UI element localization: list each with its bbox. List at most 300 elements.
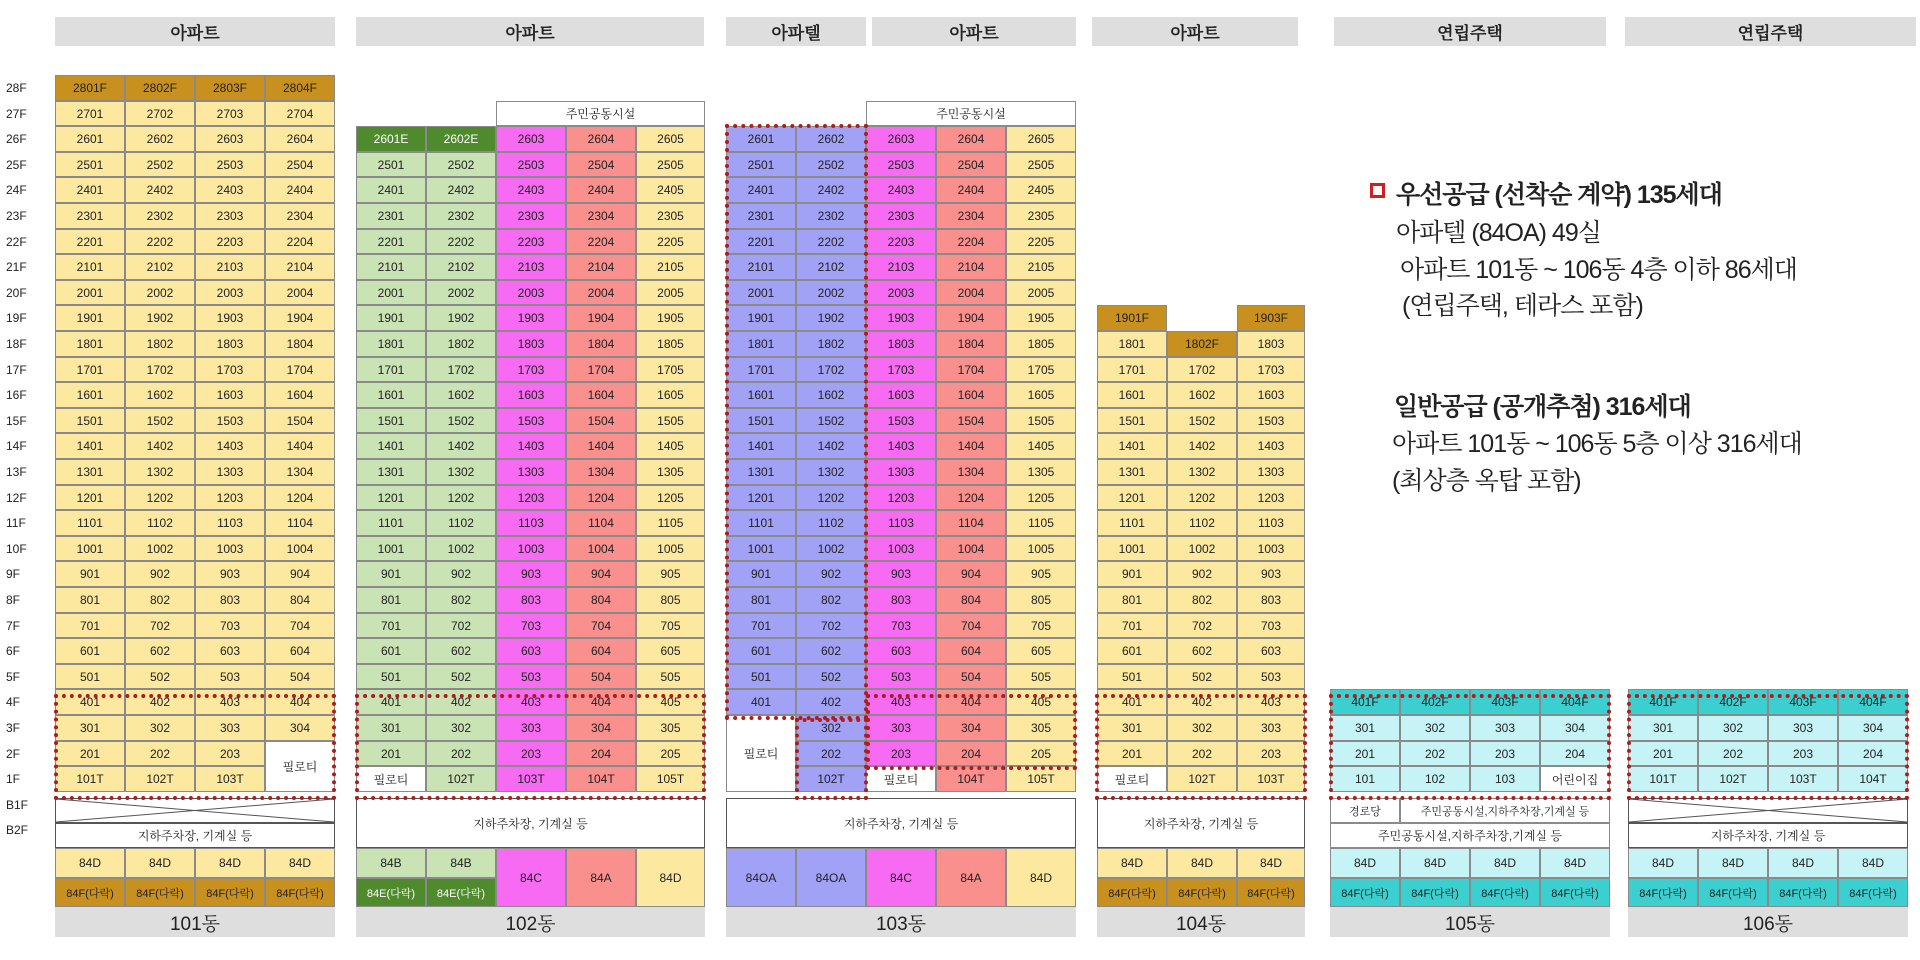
unit-cell: 905 xyxy=(636,561,705,587)
unit-cell: 203 xyxy=(1237,741,1305,766)
unit-cell: 1602 xyxy=(796,382,866,408)
unit-cell: 401 xyxy=(356,689,426,715)
unit-type-cell: 84D xyxy=(1237,848,1305,878)
unit-cell: 205 xyxy=(636,741,705,766)
unit-cell: 401 xyxy=(1097,689,1167,715)
unit-type-cell: 84D xyxy=(1768,848,1838,878)
floor-label: 15F xyxy=(6,413,27,428)
unit-cell: 103T xyxy=(195,766,265,792)
senior-center-cell: 경로당 xyxy=(1330,798,1400,823)
unit-cell: 204 xyxy=(1540,741,1610,766)
floor-label: 27F xyxy=(6,106,27,121)
unit-cell: 703 xyxy=(1237,613,1305,638)
unit-cell: 2302 xyxy=(426,203,496,229)
unit-cell: 1003 xyxy=(866,536,936,561)
piloti-cell: 필로티 xyxy=(866,766,936,792)
unit-cell: 1401 xyxy=(356,433,426,459)
unit-cell: 2504 xyxy=(265,152,335,177)
unit-cell: 903 xyxy=(1237,561,1305,587)
unit-type-cell: 84F(다락) xyxy=(265,878,335,907)
building-102-header: 아파트 xyxy=(356,17,704,46)
unit-type-cell: 84F(다락) xyxy=(1470,878,1540,907)
unit-cell: 1103 xyxy=(866,510,936,536)
unit-cell: 1903F xyxy=(1237,305,1305,331)
unit-cell: 301 xyxy=(356,715,426,741)
unit-cell: 2002 xyxy=(796,280,866,305)
floor-label: 19F xyxy=(6,311,27,325)
unit-cell: 201 xyxy=(1628,741,1698,766)
unit-cell: 103T xyxy=(496,766,566,792)
building-104-footer: 104동 xyxy=(1097,907,1305,937)
unit-cell: 1702 xyxy=(796,357,866,382)
unit-cell: 1403 xyxy=(496,433,566,459)
unit-cell: 102T xyxy=(125,766,195,792)
unit-cell: 1504 xyxy=(936,408,1006,433)
unit-cell: 1005 xyxy=(1006,536,1076,561)
unit-type-cell: 84F(다락) xyxy=(1097,878,1167,907)
unit-cell: 804 xyxy=(265,587,335,613)
unit-cell: 1704 xyxy=(265,357,335,382)
unit-cell: 403 xyxy=(1237,689,1305,715)
unit-cell: 1503 xyxy=(1237,408,1305,433)
unit-cell: 604 xyxy=(566,638,636,664)
unit-cell: 2504 xyxy=(936,152,1006,177)
unit-type-cell: 84D xyxy=(1006,848,1076,907)
unit-cell: 2201 xyxy=(55,229,125,254)
unit-type-cell: 84F(다락) xyxy=(1330,878,1400,907)
unit-cell: 304 xyxy=(1540,715,1610,741)
unit-cell: 802 xyxy=(1167,587,1237,613)
unit-cell: 1303 xyxy=(866,459,936,485)
unit-cell: 2104 xyxy=(265,254,335,280)
unit-cell: 502 xyxy=(125,664,195,689)
unit-cell: 1001 xyxy=(1097,536,1167,561)
unit-cell: 1202 xyxy=(426,485,496,510)
unit-cell: 2403 xyxy=(195,177,265,203)
unit-cell: 1603 xyxy=(496,382,566,408)
unit-cell: 303 xyxy=(195,715,265,741)
unit-cell: 1202 xyxy=(796,485,866,510)
unit-cell: 903 xyxy=(195,561,265,587)
unit-cell: 2702 xyxy=(125,101,195,126)
unit-cell: 1401 xyxy=(55,433,125,459)
unit-cell: 1001 xyxy=(356,536,426,561)
unit-cell: 1502 xyxy=(796,408,866,433)
unit-cell: 1404 xyxy=(936,433,1006,459)
unit-cell: 1301 xyxy=(1097,459,1167,485)
unit-cell: 1203 xyxy=(866,485,936,510)
floor-label: 28F xyxy=(6,81,27,95)
unit-cell: 2301 xyxy=(726,203,796,229)
unit-cell: 204 xyxy=(1838,741,1908,766)
unit-cell: 2603 xyxy=(195,126,265,152)
unit-cell: 1603 xyxy=(1237,382,1305,408)
unit-cell: 403F xyxy=(1470,689,1540,715)
unit-cell: 1505 xyxy=(636,408,705,433)
unit-cell: 902 xyxy=(1167,561,1237,587)
unit-type-cell: 84F(다락) xyxy=(1628,878,1698,907)
unit-cell: 701 xyxy=(726,613,796,638)
unit-cell: 2802F xyxy=(125,75,195,101)
building-106-footer: 106동 xyxy=(1628,907,1908,937)
unit-cell: 1303 xyxy=(496,459,566,485)
unit-cell: 501 xyxy=(55,664,125,689)
unit-cell: 804 xyxy=(566,587,636,613)
unit-cell: 1505 xyxy=(1006,408,1076,433)
unit-cell: 601 xyxy=(55,638,125,664)
floor-label: 14F xyxy=(6,439,27,453)
unit-cell: 2401 xyxy=(356,177,426,203)
unit-cell: 503 xyxy=(1237,664,1305,689)
unit-cell: 205 xyxy=(1006,741,1076,766)
unit-cell: 403 xyxy=(866,689,936,715)
unit-cell: 1602 xyxy=(1167,382,1237,408)
unit-cell: 503 xyxy=(195,664,265,689)
building-104-parking: 지하주차장, 기계실 등 xyxy=(1097,798,1305,848)
unit-cell: 604 xyxy=(936,638,1006,664)
priority-supply-line-2: 아파트 101동 ~ 106동 4층 이하 86세대 xyxy=(1400,256,1797,284)
unit-cell: 1501 xyxy=(726,408,796,433)
unit-type-cell: 84D xyxy=(1838,848,1908,878)
unit-cell: 1601 xyxy=(356,382,426,408)
unit-cell: 1004 xyxy=(566,536,636,561)
unit-cell: 2402 xyxy=(125,177,195,203)
unit-cell: 1804 xyxy=(265,331,335,357)
unit-cell: 803 xyxy=(866,587,936,613)
building-103-parking: 지하주차장, 기계실 등 xyxy=(726,798,1076,848)
unit-cell: 1601 xyxy=(726,382,796,408)
unit-cell: 2501 xyxy=(55,152,125,177)
unit-type-cell: 84D xyxy=(1400,848,1470,878)
unit-cell: 201 xyxy=(356,741,426,766)
community-facility-cell: 주민공동시설 xyxy=(866,101,1076,126)
unit-cell: 2102 xyxy=(426,254,496,280)
unit-cell: 103T xyxy=(1237,766,1305,792)
unit-cell: 904 xyxy=(265,561,335,587)
unit-cell: 1504 xyxy=(265,408,335,433)
unit-cell: 1905 xyxy=(1006,305,1076,331)
unit-cell: 1202 xyxy=(1167,485,1237,510)
unit-type-cell: 84C xyxy=(496,848,566,907)
unit-cell: 802 xyxy=(796,587,866,613)
unit-cell: 2505 xyxy=(636,152,705,177)
unit-cell: 503 xyxy=(866,664,936,689)
unit-cell: 1804 xyxy=(566,331,636,357)
unit-type-cell: 84D xyxy=(1330,848,1400,878)
unit-cell: 2105 xyxy=(636,254,705,280)
unit-cell: 1002 xyxy=(1167,536,1237,561)
unit-cell: 1205 xyxy=(636,485,705,510)
unit-cell: 1105 xyxy=(636,510,705,536)
unit-cell: 1102 xyxy=(1167,510,1237,536)
unit-cell: 2105 xyxy=(1006,254,1076,280)
unit-cell: 2505 xyxy=(1006,152,1076,177)
unit-cell: 202 xyxy=(125,741,195,766)
unit-type-cell: 84F(다락) xyxy=(1400,878,1470,907)
floor-label: 9F xyxy=(6,567,21,581)
unit-cell: 903 xyxy=(496,561,566,587)
unit-cell: 704 xyxy=(566,613,636,638)
unit-cell: 802 xyxy=(426,587,496,613)
unit-cell: 1901 xyxy=(356,305,426,331)
unit-cell: 2204 xyxy=(566,229,636,254)
unit-cell: 401F xyxy=(1330,689,1400,715)
unit-cell: 1701 xyxy=(55,357,125,382)
unit-cell: 604 xyxy=(265,638,335,664)
unit-cell: 504 xyxy=(566,664,636,689)
unit-cell: 2605 xyxy=(1006,126,1076,152)
building-103-officetel-header: 아파텔 xyxy=(726,17,866,46)
unit-cell: 2202 xyxy=(796,229,866,254)
floor-label: 24F xyxy=(6,183,27,197)
unit-cell: 202 xyxy=(1400,741,1470,766)
piloti-cell: 필로티 xyxy=(265,741,335,792)
unit-cell: 204 xyxy=(936,741,1006,766)
daycare-cell: 어린이집 xyxy=(1540,766,1610,792)
unit-cell: 302 xyxy=(1400,715,1470,741)
unit-cell: 2303 xyxy=(496,203,566,229)
unit-cell: 1305 xyxy=(636,459,705,485)
unit-cell: 1205 xyxy=(1006,485,1076,510)
unit-cell: 404F xyxy=(1838,689,1908,715)
building-106-parking: 지하주차장, 기계실 등 xyxy=(1628,823,1908,848)
unit-cell: 402F xyxy=(1698,689,1768,715)
unit-cell: 1905 xyxy=(636,305,705,331)
unit-cell: 803 xyxy=(195,587,265,613)
unit-cell: 1104 xyxy=(566,510,636,536)
unit-type-cell: 84F(다락) xyxy=(195,878,265,907)
unit-type-cell: 84A xyxy=(566,848,636,907)
unit-cell: 705 xyxy=(1006,613,1076,638)
unit-cell: 1604 xyxy=(566,382,636,408)
unit-cell: 502 xyxy=(1167,664,1237,689)
unit-cell: 1204 xyxy=(566,485,636,510)
unit-cell: 1602 xyxy=(426,382,496,408)
unit-cell: 403 xyxy=(496,689,566,715)
unit-cell: 304 xyxy=(265,715,335,741)
general-supply-title: 일반공급 (공개추첨) 316세대 xyxy=(1394,393,1691,421)
unit-cell: 103T xyxy=(1768,766,1838,792)
unit-cell: 2602 xyxy=(125,126,195,152)
building-105-header: 연립주택 xyxy=(1334,17,1606,46)
unit-cell: 302 xyxy=(426,715,496,741)
floor-label: B2F xyxy=(6,823,29,837)
unit-cell: 602 xyxy=(1167,638,1237,664)
priority-supply-line-3: (연립주택, 테라스 포함) xyxy=(1402,292,1643,320)
unit-cell: 104T xyxy=(1838,766,1908,792)
unit-cell: 1801 xyxy=(55,331,125,357)
unit-cell: 2503 xyxy=(866,152,936,177)
unit-type-cell: 84F(다락) xyxy=(1540,878,1610,907)
unit-cell: 501 xyxy=(356,664,426,689)
unit-cell: 2502 xyxy=(125,152,195,177)
unit-cell: 202 xyxy=(1167,741,1237,766)
unit-type-cell: 84D xyxy=(1540,848,1610,878)
unit-cell: 1002 xyxy=(426,536,496,561)
building-101-parking: 지하주차장, 기계실 등 xyxy=(55,823,335,848)
building-102-footer: 102동 xyxy=(356,907,705,937)
unit-cell: 1401 xyxy=(726,433,796,459)
unit-cell: 104T xyxy=(936,766,1006,792)
unit-cell: 2302 xyxy=(125,203,195,229)
unit-cell: 603 xyxy=(1237,638,1305,664)
building-104-header: 아파트 xyxy=(1092,17,1298,46)
unit-cell: 2004 xyxy=(566,280,636,305)
unit-cell: 1702 xyxy=(1167,357,1237,382)
unit-cell: 101 xyxy=(1330,766,1400,792)
unit-cell: 402 xyxy=(125,689,195,715)
unit-cell: 402 xyxy=(796,689,866,715)
floor-label: 1F xyxy=(6,772,21,786)
unit-cell: 1404 xyxy=(265,433,335,459)
unit-cell: 402 xyxy=(426,689,496,715)
unit-cell: 1403 xyxy=(866,433,936,459)
unit-cell: 2605 xyxy=(636,126,705,152)
floor-label: 10F xyxy=(6,541,27,556)
unit-cell: 803 xyxy=(1237,587,1305,613)
unit-cell: 902 xyxy=(426,561,496,587)
unit-cell: 2303 xyxy=(195,203,265,229)
unit-type-cell: 84D xyxy=(265,848,335,878)
unit-cell: 805 xyxy=(636,587,705,613)
unit-cell: 1803 xyxy=(496,331,566,357)
unit-cell: 2304 xyxy=(566,203,636,229)
unit-cell: 1001 xyxy=(55,536,125,561)
unit-cell: 1601 xyxy=(55,382,125,408)
unit-cell: 1103 xyxy=(496,510,566,536)
unit-cell: 102T xyxy=(796,766,866,792)
unit-cell: 1503 xyxy=(195,408,265,433)
unit-cell: 1603 xyxy=(866,382,936,408)
unit-cell: 705 xyxy=(636,613,705,638)
unit-cell: 1202 xyxy=(125,485,195,510)
unit-cell: 1701 xyxy=(1097,357,1167,382)
unit-cell: 1203 xyxy=(1237,485,1305,510)
unit-cell: 2501 xyxy=(356,152,426,177)
unit-type-cell: 84F(다락) xyxy=(1237,878,1305,907)
unit-cell: 1902 xyxy=(125,305,195,331)
floor-label: B1F xyxy=(6,797,29,812)
unit-cell: 105T xyxy=(636,766,705,792)
unit-cell: 1603 xyxy=(195,382,265,408)
unit-cell: 102T xyxy=(1167,766,1237,792)
unit-cell: 201 xyxy=(1330,741,1400,766)
unit-cell: 2502 xyxy=(426,152,496,177)
unit-cell: 2104 xyxy=(566,254,636,280)
unit-cell: 704 xyxy=(936,613,1006,638)
unit-cell: 1304 xyxy=(265,459,335,485)
unit-cell: 1801 xyxy=(356,331,426,357)
unit-cell: 2404 xyxy=(566,177,636,203)
unit-cell: 1904 xyxy=(566,305,636,331)
community-facility-cell: 주민공동시설 xyxy=(496,101,705,126)
unit-cell: 203 xyxy=(195,741,265,766)
floor-label: 3F xyxy=(6,721,21,735)
unit-cell: 1502 xyxy=(1167,408,1237,433)
unit-cell: 2501 xyxy=(726,152,796,177)
unit-cell: 1702 xyxy=(125,357,195,382)
unit-cell: 2703 xyxy=(195,101,265,126)
unit-cell: 305 xyxy=(636,715,705,741)
floor-label: 20F xyxy=(6,285,27,300)
unit-type-cell: 84A xyxy=(936,848,1006,907)
unit-cell: 102 xyxy=(1400,766,1470,792)
unit-cell: 103 xyxy=(1470,766,1540,792)
unit-cell: 2602E xyxy=(426,126,496,152)
unit-cell: 1303 xyxy=(1237,459,1305,485)
unit-cell: 602 xyxy=(125,638,195,664)
unit-cell: 303 xyxy=(1470,715,1540,741)
priority-supply-title: 우선공급 (선착순 계약) 135세대 xyxy=(1396,181,1722,209)
unit-cell: 2102 xyxy=(125,254,195,280)
unit-cell: 1901 xyxy=(55,305,125,331)
unit-cell: 401 xyxy=(55,689,125,715)
unit-cell: 1502 xyxy=(426,408,496,433)
unit-cell: 1201 xyxy=(726,485,796,510)
unit-cell: 2601 xyxy=(55,126,125,152)
unit-cell: 402 xyxy=(1167,689,1237,715)
unit-cell: 1104 xyxy=(936,510,1006,536)
unit-cell: 403F xyxy=(1768,689,1838,715)
unit-cell: 1803 xyxy=(195,331,265,357)
unit-cell: 1101 xyxy=(1097,510,1167,536)
unit-cell: 1402 xyxy=(125,433,195,459)
unit-cell: 2205 xyxy=(1006,229,1076,254)
unit-cell: 703 xyxy=(866,613,936,638)
unit-cell: 301 xyxy=(55,715,125,741)
unit-cell: 1401 xyxy=(1097,433,1167,459)
unit-cell: 1302 xyxy=(426,459,496,485)
unit-cell: 2405 xyxy=(636,177,705,203)
unit-cell: 2201 xyxy=(356,229,426,254)
unit-cell: 2604 xyxy=(265,126,335,152)
unit-cell: 2005 xyxy=(636,280,705,305)
unit-cell: 1001 xyxy=(726,536,796,561)
unit-cell: 503 xyxy=(496,664,566,689)
unit-cell: 2301 xyxy=(55,203,125,229)
unit-cell: 602 xyxy=(796,638,866,664)
unit-cell: 2803F xyxy=(195,75,265,101)
unit-type-cell: 84OA xyxy=(796,848,866,907)
unit-cell: 501 xyxy=(1097,664,1167,689)
unit-cell: 1703 xyxy=(195,357,265,382)
unit-type-cell: 84D xyxy=(125,848,195,878)
unit-cell: 2005 xyxy=(1006,280,1076,305)
unit-cell: 601 xyxy=(726,638,796,664)
unit-cell: 1801 xyxy=(726,331,796,357)
unit-type-cell: 84F(다락) xyxy=(125,878,195,907)
unit-cell: 2205 xyxy=(636,229,705,254)
unit-cell: 2503 xyxy=(496,152,566,177)
unit-cell: 1805 xyxy=(636,331,705,357)
unit-cell: 2704 xyxy=(265,101,335,126)
unit-cell: 102T xyxy=(426,766,496,792)
unit-cell: 2604 xyxy=(566,126,636,152)
unit-cell: 2201 xyxy=(726,229,796,254)
unit-cell: 2302 xyxy=(796,203,866,229)
unit-type-cell: 84F(다락) xyxy=(1768,878,1838,907)
unit-cell: 2104 xyxy=(936,254,1006,280)
unit-cell: 2405 xyxy=(1006,177,1076,203)
unit-cell: 203 xyxy=(866,741,936,766)
unit-cell: 1102 xyxy=(426,510,496,536)
unit-cell: 704 xyxy=(265,613,335,638)
general-supply-line-2: (최상층 옥탑 포함) xyxy=(1392,467,1581,495)
unit-cell: 2404 xyxy=(936,177,1006,203)
floor-label: 22F xyxy=(6,234,27,249)
unit-cell: 1101 xyxy=(55,510,125,536)
unit-cell: 1802 xyxy=(796,331,866,357)
